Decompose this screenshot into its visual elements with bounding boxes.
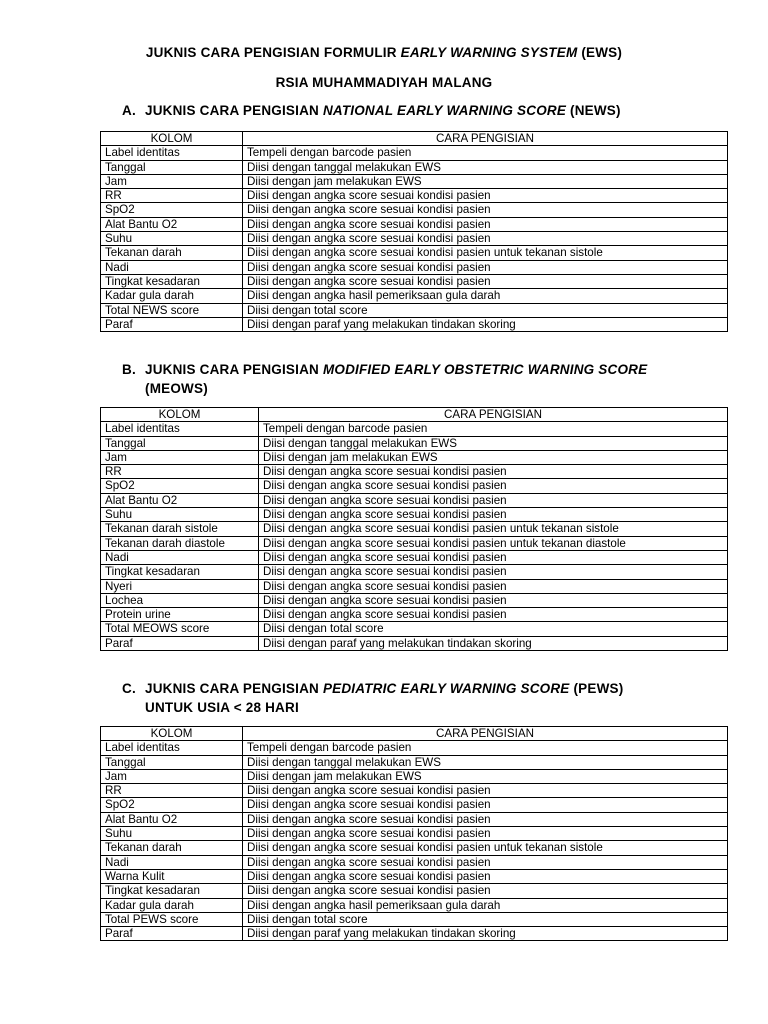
cara-pengisian-cell: Diisi dengan jam melakukan EWS [259,450,728,464]
section-a-letter: A. [122,103,136,118]
section-c-line2: UNTUK USIA < 28 HARI [145,700,299,715]
kolom-cell: Total PEWS score [101,912,243,926]
table-row [101,479,728,493]
kolom-cell: RR [101,189,243,203]
kolom-cell: Tekanan darah diastole [101,536,259,550]
kolom-cell: RR [101,465,259,479]
cara-pengisian-cell: Diisi dengan total score [243,912,728,926]
section-b-prefix: JUKNIS CARA PENGISIAN [145,362,319,377]
cara-pengisian-cell: Diisi dengan angka score sesuai kondisi pasien [243,217,728,231]
table-row [101,508,728,522]
cara-pengisian-cell: Diisi dengan angka score sesuai kondisi pasien [259,565,728,579]
table-row [101,898,728,912]
section-c-suffix: (PEWS) [573,681,624,696]
kolom-cell: Tingkat kesadaran [101,274,243,288]
cara-pengisian-cell: Diisi dengan paraf yang melakukan tindakan skoring [243,927,728,941]
cara-pengisian-cell: Diisi dengan jam melakukan EWS [243,769,728,783]
cara-pengisian-cell: Diisi dengan angka score sesuai kondisi pasien [243,260,728,274]
kolom-cell: Label identitas [101,146,243,160]
table-row [101,622,728,636]
kolom-cell: Tekanan darah sistole [101,522,259,536]
table-row [101,769,728,783]
kolom-cell: Jam [101,769,243,783]
kolom-cell: Label identitas [101,422,259,436]
table-row [101,246,728,260]
kolom-cell: Alat Bantu O2 [101,493,259,507]
cara-pengisian-cell: Diisi dengan tanggal melakukan EWS [243,160,728,174]
table-row [101,884,728,898]
cara-pengisian-cell: Diisi dengan jam melakukan EWS [243,174,728,188]
cara-pengisian-cell: Diisi dengan angka score sesuai kondisi pasien untuk tekanan diastole [259,536,728,550]
kolom-cell: Suhu [101,232,243,246]
kolom-cell: Nadi [101,550,259,564]
cara-pengisian-cell: Diisi dengan total score [259,622,728,636]
news-table [100,131,728,332]
table-row [101,522,728,536]
table-row [101,579,728,593]
kolom-cell: Paraf [101,927,243,941]
cara-pengisian-cell: Diisi dengan angka score sesuai kondisi pasien untuk tekanan sistole [243,841,728,855]
kolom-cell: Protein urine [101,608,259,622]
section-c-prefix: JUKNIS CARA PENGISIAN [145,681,319,696]
kolom-cell: SpO2 [101,479,259,493]
section-a-italic: NATIONAL EARLY WARNING SCORE [322,103,567,118]
table-row [101,927,728,941]
cara-pengisian-cell: Tempeli dengan barcode pasien [259,422,728,436]
cara-pengisian-cell: Diisi dengan angka score sesuai kondisi pasien [243,812,728,826]
kolom-cell: Nadi [101,260,243,274]
table-row [101,755,728,769]
kolom-cell: Tekanan darah [101,841,243,855]
header-kolom: KOLOM [101,408,259,422]
cara-pengisian-cell: Diisi dengan angka score sesuai kondisi pasien [243,203,728,217]
kolom-cell: Paraf [101,636,259,650]
kolom-cell: Total MEOWS score [101,622,259,636]
kolom-cell: Tingkat kesadaran [101,565,259,579]
kolom-cell: Suhu [101,827,243,841]
kolom-cell: SpO2 [101,798,243,812]
table-header-row [101,408,728,422]
table-row [101,289,728,303]
kolom-cell: Tanggal [101,436,259,450]
document-title-prefix: JUKNIS CARA PENGISIAN FORMULIR [145,45,397,60]
table-row [101,465,728,479]
section-b-letter: B. [122,362,136,377]
section-a-prefix: JUKNIS CARA PENGISIAN [145,103,319,118]
table-row [101,493,728,507]
table-row [101,260,728,274]
cara-pengisian-cell: Diisi dengan angka hasil pemeriksaan gula darah [243,289,728,303]
header-cara-pengisian: CARA PENGISIAN [243,132,728,146]
table-row [101,536,728,550]
cara-pengisian-cell: Tempeli dengan barcode pasien [243,741,728,755]
kolom-cell: Tanggal [101,755,243,769]
cara-pengisian-cell: Diisi dengan paraf yang melakukan tindakan skoring [243,317,728,331]
kolom-cell: Lochea [101,593,259,607]
kolom-cell: Tanggal [101,160,243,174]
cara-pengisian-cell: Diisi dengan angka score sesuai kondisi pasien [243,274,728,288]
cara-pengisian-cell: Diisi dengan angka score sesuai kondisi pasien [259,579,728,593]
kolom-cell: Nyeri [101,579,259,593]
table-row [101,608,728,622]
header-kolom: KOLOM [101,132,243,146]
document-title-italic: EARLY WARNING SYSTEM [400,45,578,60]
kolom-cell: RR [101,784,243,798]
kolom-cell: Tingkat kesadaran [101,884,243,898]
table-row [101,217,728,231]
table-row [101,450,728,464]
kolom-cell: Warna Kulit [101,869,243,883]
section-a-heading [122,101,621,120]
pews-table [100,726,728,941]
cara-pengisian-cell: Diisi dengan angka score sesuai kondisi pasien [259,465,728,479]
document-title [0,45,768,60]
cara-pengisian-cell: Diisi dengan angka score sesuai kondisi pasien [243,189,728,203]
cara-pengisian-cell: Diisi dengan angka score sesuai kondisi pasien [259,593,728,607]
table-header-row [101,727,728,741]
table-row [101,422,728,436]
kolom-cell: Label identitas [101,741,243,755]
table-row [101,274,728,288]
cara-pengisian-cell: Tempeli dengan barcode pasien [243,146,728,160]
cara-pengisian-cell: Diisi dengan paraf yang melakukan tindakan skoring [259,636,728,650]
section-c-heading [122,679,623,717]
kolom-cell: Jam [101,174,243,188]
table-row [101,565,728,579]
document-subtitle: RSIA MUHAMMADIYAH MALANG [275,75,493,90]
table-row [101,784,728,798]
kolom-cell: Total NEWS score [101,303,243,317]
cara-pengisian-cell: Diisi dengan angka score sesuai kondisi pasien untuk tekanan sistole [259,522,728,536]
cara-pengisian-cell: Diisi dengan angka score sesuai kondisi pasien [259,479,728,493]
header-cara-pengisian: CARA PENGISIAN [259,408,728,422]
table-row [101,827,728,841]
kolom-cell: Jam [101,450,259,464]
section-a-suffix: (NEWS) [570,103,621,118]
kolom-cell: Alat Bantu O2 [101,217,243,231]
header-kolom: KOLOM [101,727,243,741]
cara-pengisian-cell: Diisi dengan angka score sesuai kondisi pasien [243,827,728,841]
table-header-row [101,132,728,146]
cara-pengisian-cell: Diisi dengan tanggal melakukan EWS [243,755,728,769]
table-row [101,798,728,812]
table-row [101,146,728,160]
kolom-cell: SpO2 [101,203,243,217]
section-b-line2: (MEOWS) [145,381,208,396]
cara-pengisian-cell: Diisi dengan angka score sesuai kondisi pasien [243,784,728,798]
cara-pengisian-cell: Diisi dengan angka score sesuai kondisi pasien [243,869,728,883]
cara-pengisian-cell: Diisi dengan angka score sesuai kondisi pasien [259,608,728,622]
kolom-cell: Kadar gula darah [101,289,243,303]
table-row [101,232,728,246]
table-row [101,303,728,317]
section-c-letter: C. [122,681,136,696]
cara-pengisian-cell: Diisi dengan angka score sesuai kondisi pasien [243,884,728,898]
table-row [101,160,728,174]
table-row [101,436,728,450]
table-row [101,550,728,564]
cara-pengisian-cell: Diisi dengan angka score sesuai kondisi pasien [243,798,728,812]
cara-pengisian-cell: Diisi dengan angka score sesuai kondisi pasien [243,232,728,246]
table-row [101,741,728,755]
cara-pengisian-cell: Diisi dengan angka score sesuai kondisi pasien untuk tekanan sistole [243,246,728,260]
kolom-cell: Nadi [101,855,243,869]
table-row [101,593,728,607]
section-b-italic: MODIFIED EARLY OBSTETRIC WARNING SCORE [322,362,648,377]
table-row [101,869,728,883]
table-row [101,812,728,826]
cara-pengisian-cell: Diisi dengan angka hasil pemeriksaan gula darah [243,898,728,912]
cara-pengisian-cell: Diisi dengan angka score sesuai kondisi pasien [259,508,728,522]
table-row [101,841,728,855]
table-row [101,855,728,869]
table-row [101,317,728,331]
kolom-cell: Suhu [101,508,259,522]
table-row [101,912,728,926]
cara-pengisian-cell: Diisi dengan angka score sesuai kondisi pasien [259,550,728,564]
section-b-heading [122,360,647,398]
table-row [101,174,728,188]
table-row [101,636,728,650]
section-c-italic: PEDIATRIC EARLY WARNING SCORE [322,681,570,696]
meows-table [100,407,728,651]
table-row [101,203,728,217]
header-cara-pengisian: CARA PENGISIAN [243,727,728,741]
kolom-cell: Paraf [101,317,243,331]
document-title-suffix: (EWS) [581,45,623,60]
table-row [101,189,728,203]
kolom-cell: Tekanan darah [101,246,243,260]
cara-pengisian-cell: Diisi dengan tanggal melakukan EWS [259,436,728,450]
cara-pengisian-cell: Diisi dengan total score [243,303,728,317]
kolom-cell: Alat Bantu O2 [101,812,243,826]
cara-pengisian-cell: Diisi dengan angka score sesuai kondisi pasien [259,493,728,507]
cara-pengisian-cell: Diisi dengan angka score sesuai kondisi pasien [243,855,728,869]
kolom-cell: Kadar gula darah [101,898,243,912]
